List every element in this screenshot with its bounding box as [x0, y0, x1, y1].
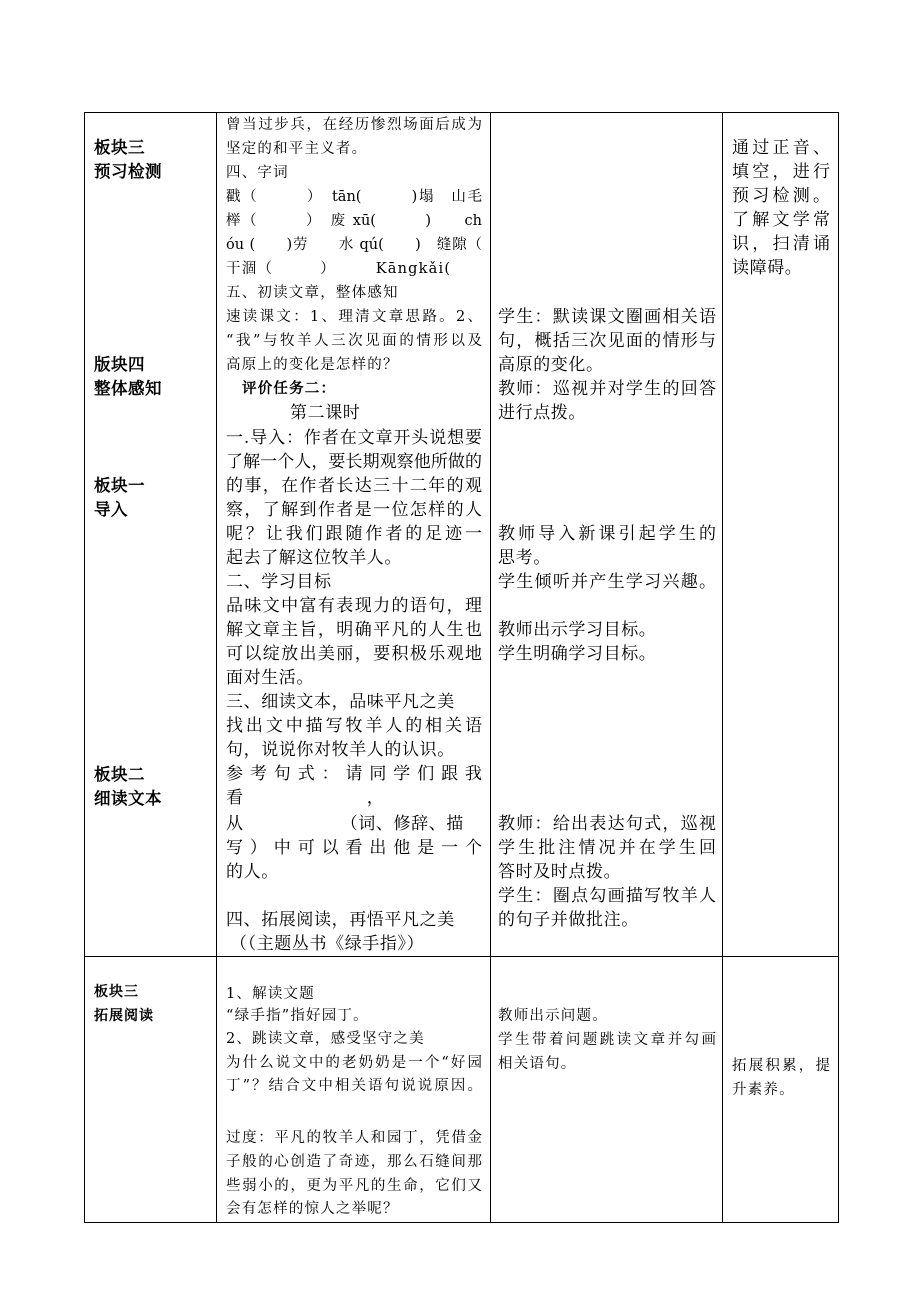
section-heading: 四、拓展阅读，再悟平凡之美 — [226, 910, 455, 930]
section-heading: 1、解读文题 — [226, 986, 315, 1002]
content-line: 察，了解到作者是一位怎样的人 — [226, 500, 482, 520]
section-heading: 2、跳读文章，感受坚守之美 — [226, 1031, 425, 1047]
content-line: 子般的心创造了奇迹，那么石缝间那 — [226, 1154, 482, 1170]
activity-line: 教师出示学习目标。 — [498, 620, 657, 640]
content-line: 的事，在作者长达三十二年的观 — [226, 476, 482, 496]
content-line: 丁”？结合文中相关语句说说原因。 — [226, 1078, 482, 1094]
activity-line: 相关语句。 — [498, 1056, 577, 1072]
activity-line: 学生：默读课文圈画相关语 — [498, 307, 716, 327]
module-label: 板块三 — [94, 984, 139, 1000]
module-label: 板块二 — [94, 765, 145, 784]
content-line: 参考句式：请同学们跟我 — [226, 764, 482, 784]
activity-line: 高原的变化。 — [498, 355, 604, 375]
module-label: 版块四 — [94, 355, 145, 374]
content-line: 呢？让我们跟随作者的足迹一 — [226, 524, 482, 544]
purpose-line: 升素养。 — [732, 1082, 795, 1098]
activity-line: 进行点拨。 — [498, 403, 586, 423]
activity-line: 句，概括三次见面的情形与 — [498, 331, 716, 351]
content-line: 高原上的变化是怎样的？ — [226, 357, 399, 373]
activity-line: 的句子并做批注。 — [498, 910, 639, 930]
activity-line: 教师出示问题。 — [498, 1008, 608, 1024]
module-label: 板块一 — [94, 476, 145, 495]
activity-line: 教师导入新课引起学生的 — [498, 524, 716, 544]
content-line: 看 ， — [226, 788, 385, 808]
activity-line: 学生带着问题跳读文章并勾画 — [498, 1032, 716, 1048]
vocabulary-line: 干涸（ ） Kāngkǎi( — [226, 261, 452, 277]
purpose-line: 识，扫清诵 — [732, 234, 830, 254]
content-line: 从 （词、修辞、描 — [226, 814, 464, 834]
purpose-line: 拓展积累，提 — [732, 1058, 830, 1074]
content-line: （（主题丛书《绿手指》） — [230, 934, 425, 954]
content-line: “我”与牧羊人三次见面的情形以及 — [226, 333, 482, 349]
content-line: 一.导入：作者在文章开头说想要 — [226, 428, 482, 448]
activity-line: 学生倾听并产生学习兴趣。 — [498, 572, 716, 592]
vocabulary-line: óu ( )劳 水 qú( ) 缝隙（ — [226, 237, 482, 253]
purpose-line: 预习检测。 — [732, 186, 830, 206]
content-line: 速读课文：1、理清文章思路。2、 — [226, 309, 482, 325]
content-line: 为什么说文中的老奶奶是一个“好园 — [226, 1055, 482, 1071]
purpose-line: 填空，进行 — [732, 162, 830, 182]
lesson-period-title: 第二课时 — [290, 403, 361, 423]
module-label: 板块三 — [94, 138, 145, 157]
section-heading: 四、字词 — [226, 165, 289, 181]
content-line: 句，说说你对牧羊人的认识。 — [226, 740, 455, 760]
content-line: 面对生活。 — [226, 668, 314, 688]
section-heading: 五、初读文章，整体感知 — [226, 285, 399, 301]
section-heading: 二、学习目标 — [226, 572, 332, 592]
module-title: 整体感知 — [94, 379, 162, 398]
activity-line: 答时及时点拨。 — [498, 862, 622, 882]
module-title: 拓展阅读 — [94, 1008, 154, 1024]
content-line: 解文章主旨，明确平凡的人生也 — [226, 620, 482, 640]
content-line: 品味文中富有表现力的语句，理 — [226, 596, 482, 616]
purpose-line: 了解文学常 — [732, 210, 830, 230]
content-line: 曾当过步兵，在经历惨烈场面后成为 — [226, 117, 482, 133]
activity-line: 教师：巡视并对学生的回答 — [498, 379, 716, 399]
content-line: 可以绽放出美丽，要积极乐观地 — [226, 644, 482, 664]
module-title: 导入 — [94, 500, 128, 519]
content-line: 会有怎样的惊人之举呢？ — [226, 1201, 399, 1217]
activity-line: 思考。 — [498, 548, 551, 568]
content-line: 些弱小的，更为平凡的生命，它们又 — [226, 1178, 482, 1194]
content-line: 过度：平凡的牧羊人和园丁，凭借金 — [226, 1130, 482, 1146]
content-line: 坚定的和平主义者。 — [226, 141, 368, 157]
content-line: 找出文中描写牧羊人的相关语 — [226, 716, 482, 736]
purpose-line: 通过正音、 — [732, 138, 830, 158]
vocabulary-line: 戳（ ） tān( )塌 山毛 — [226, 189, 482, 205]
activity-line: 学生：圈点勾画描写牧羊人 — [498, 886, 716, 906]
module-title: 预习检测 — [94, 162, 162, 181]
module-title: 细读文本 — [94, 789, 162, 808]
table-column-divider — [722, 112, 723, 1222]
purpose-line: 读障碍。 — [732, 258, 803, 278]
activity-line: 学生明确学习目标。 — [498, 644, 657, 664]
content-line: 的人。 — [226, 862, 279, 882]
evaluation-task-label: 评价任务二： — [242, 380, 337, 397]
activity-line: 学生批注情况并在学生回 — [498, 838, 716, 858]
vocabulary-line: 榉（ ） 废 xū( ) ch — [226, 213, 482, 229]
activity-line: 教师：给出表达句式，巡视 — [498, 814, 716, 834]
content-line: 写）中可以看出他是一个 — [226, 838, 482, 858]
content-line: “绿手指”指好园丁。 — [226, 1008, 369, 1024]
content-line: 了解一个人，要长期观察他所做的 — [226, 452, 482, 472]
section-heading: 三、细读文本，品味平凡之美 — [226, 692, 455, 712]
table-column-divider — [216, 112, 217, 1222]
table-row-divider — [84, 956, 838, 957]
content-line: 起去了解这位牧羊人。 — [226, 548, 402, 568]
table-column-divider — [490, 112, 491, 1222]
